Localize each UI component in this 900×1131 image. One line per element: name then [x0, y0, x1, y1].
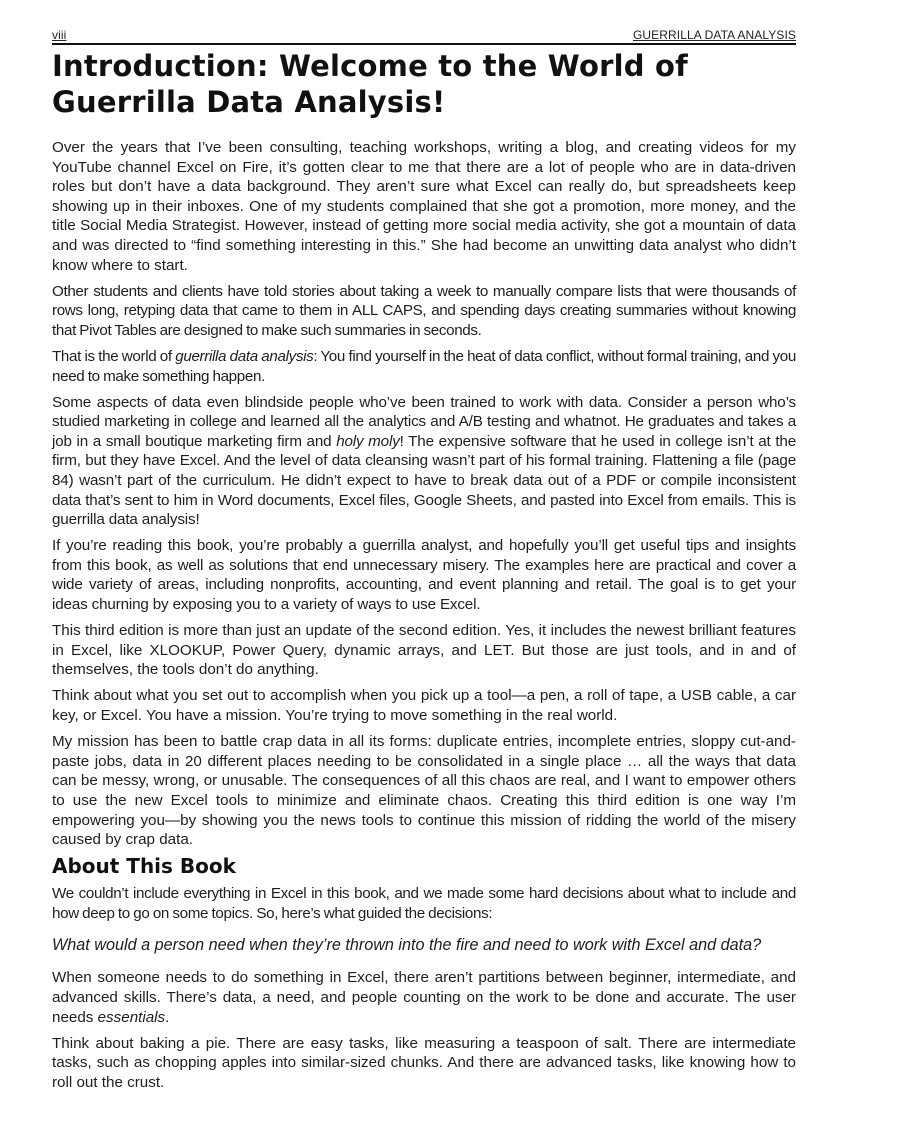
paragraph-intro: Over the years that I’ve been consulting, teaching workshops, writing a blog, and creating videos for my YouTube channel Excel on Fire, it’s gotten clear to me that there are a lot of people who are in data-driven roles but don’t have a data background. They aren’t sure what Excel can really do, but spreadsheets keep showing up in their inboxes. One of my students complained that she got a promotion, more money, and the title Social Media Strategist. However, instead of getting more social media activity, she got a mountain of data and was directed to “find something interesting in this.” She had become an unwitting data analyst who didn’t know where to start.	[52, 139, 796, 274]
paragraph-essentials	[52, 968, 796, 1027]
emphasis-essentials: essentials	[97, 1008, 166, 1026]
paragraph-blindside	[52, 393, 796, 530]
text-run: .	[165, 1008, 170, 1026]
paragraph-other-students: Other students and clients have told stories about taking a week to manually compare lists that were thousands of rows long, retyping data that came to them in ALL CAPS, and spending days creating summaries without knowing that Pivot Tables are designed to make such summaries in seconds.	[52, 282, 796, 339]
text-run: When someone needs to do something in Excel, there aren’t partitions between beginner, intermediate, and advanced skills. There’s data, a need, and people counting on the work to be done and accurate. The user needs	[52, 969, 796, 1026]
paragraph-reading-this-book: If you’re reading this book, you’re probably a guerrilla analyst, and hopefully you’ll get useful tips and insights from this book, as well as solutions that end unnecessary misery. The examples here are practical and cover a wide variety of areas, including nonprofits, accounting, and event planning and retail. The goal is to get your ideas churning by exposing you to a variety of ways to use Excel.	[52, 537, 796, 614]
text-run: Some aspects of data even blindside people who’ve been trained to work with data. Consider a person who’s studied marketing in college and learned all the analytics and A/B testing and whatnot. He graduates and takes a job in a small boutique marketing firm and	[52, 393, 796, 450]
paragraph-guerrilla-definition	[52, 347, 796, 386]
paragraph-third-edition: This third edition is more than just an update of the second edition. Yes, it includes the newest brilliant features in Excel, like XLOOKUP, Power Query, dynamic arrays, and LET. But those are just tools, and in and of themselves, the tools don’t do anything.	[52, 622, 796, 679]
text-run: ! The expensive software that he used in college isn’t at the firm, but they have Excel. And the level of data cleansing wasn’t part of his formal training. Flattening a file (page 84) wasn’t part of the curriculum. He didn’t expect to have to break data out of a PDF or compile inconsistent data that’s sent to him in Word documents, Excel files, Google Sheets, and pasted into Excel from emails. This is guerrilla data analysis!	[52, 432, 797, 529]
paragraph-about-intro: We couldn’t include everything in Excel in this book, and we made some hard decisions about what to include and how deep to go on some topics. So, here’s what guided the decisions:	[52, 885, 796, 922]
text-run: : You find yourself in the heat of data conflict, without formal training, and you need to make something happen.	[52, 347, 796, 385]
paragraph-baking-pie: Think about baking a pie. There are easy tasks, like measuring a teaspoon of salt. There are intermediate tasks, such as chopping apples into similar-sized chunks. And there are advanced tasks, like knowing how to roll out the crust.	[52, 1034, 796, 1091]
text-run: That is the world of	[52, 347, 176, 365]
emphasis-holy-moly: holy moly	[336, 432, 400, 450]
paragraph-think-about-tool: Think about what you set out to accomplish when you pick up a tool—a pen, a roll of tape, a USB cable, a car key, or Excel. You have a mission. You’re trying to move something in the real world.	[52, 687, 796, 725]
guiding-question: What would a person need when they’re thrown into the fire and need to work with Excel and data?	[52, 936, 762, 955]
running-title: GUERRILLA DATA ANALYSIS	[632, 28, 796, 42]
running-header	[52, 28, 796, 45]
emphasis-guerrilla-data-analysis: guerrilla data analysis	[175, 347, 314, 365]
paragraph-my-mission: My mission has been to battle crap data in all its forms: duplicate entries, incomplete entries, sloppy cut-and-paste jobs, data in 20 different places needing to be consolidated in a single place … all the ways that data can be messy, wrong, or unusable. The consequences of all this chaos are real, and I want to empower others to use the new Excel tools to minimize and eliminate chaos. Creating this third edition is one way I’m empowering you—by showing you the news tools to continue this mission of ridding the world of the misery caused by crap data.	[52, 733, 796, 849]
page-number: viii	[52, 28, 67, 42]
book-page	[52, 28, 796, 1099]
chapter-body	[52, 138, 796, 1092]
chapter-title: Introduction: Welcome to the World of Guerrilla Data Analysis!	[52, 49, 688, 119]
section-title-about-this-book: About This Book	[52, 854, 236, 879]
